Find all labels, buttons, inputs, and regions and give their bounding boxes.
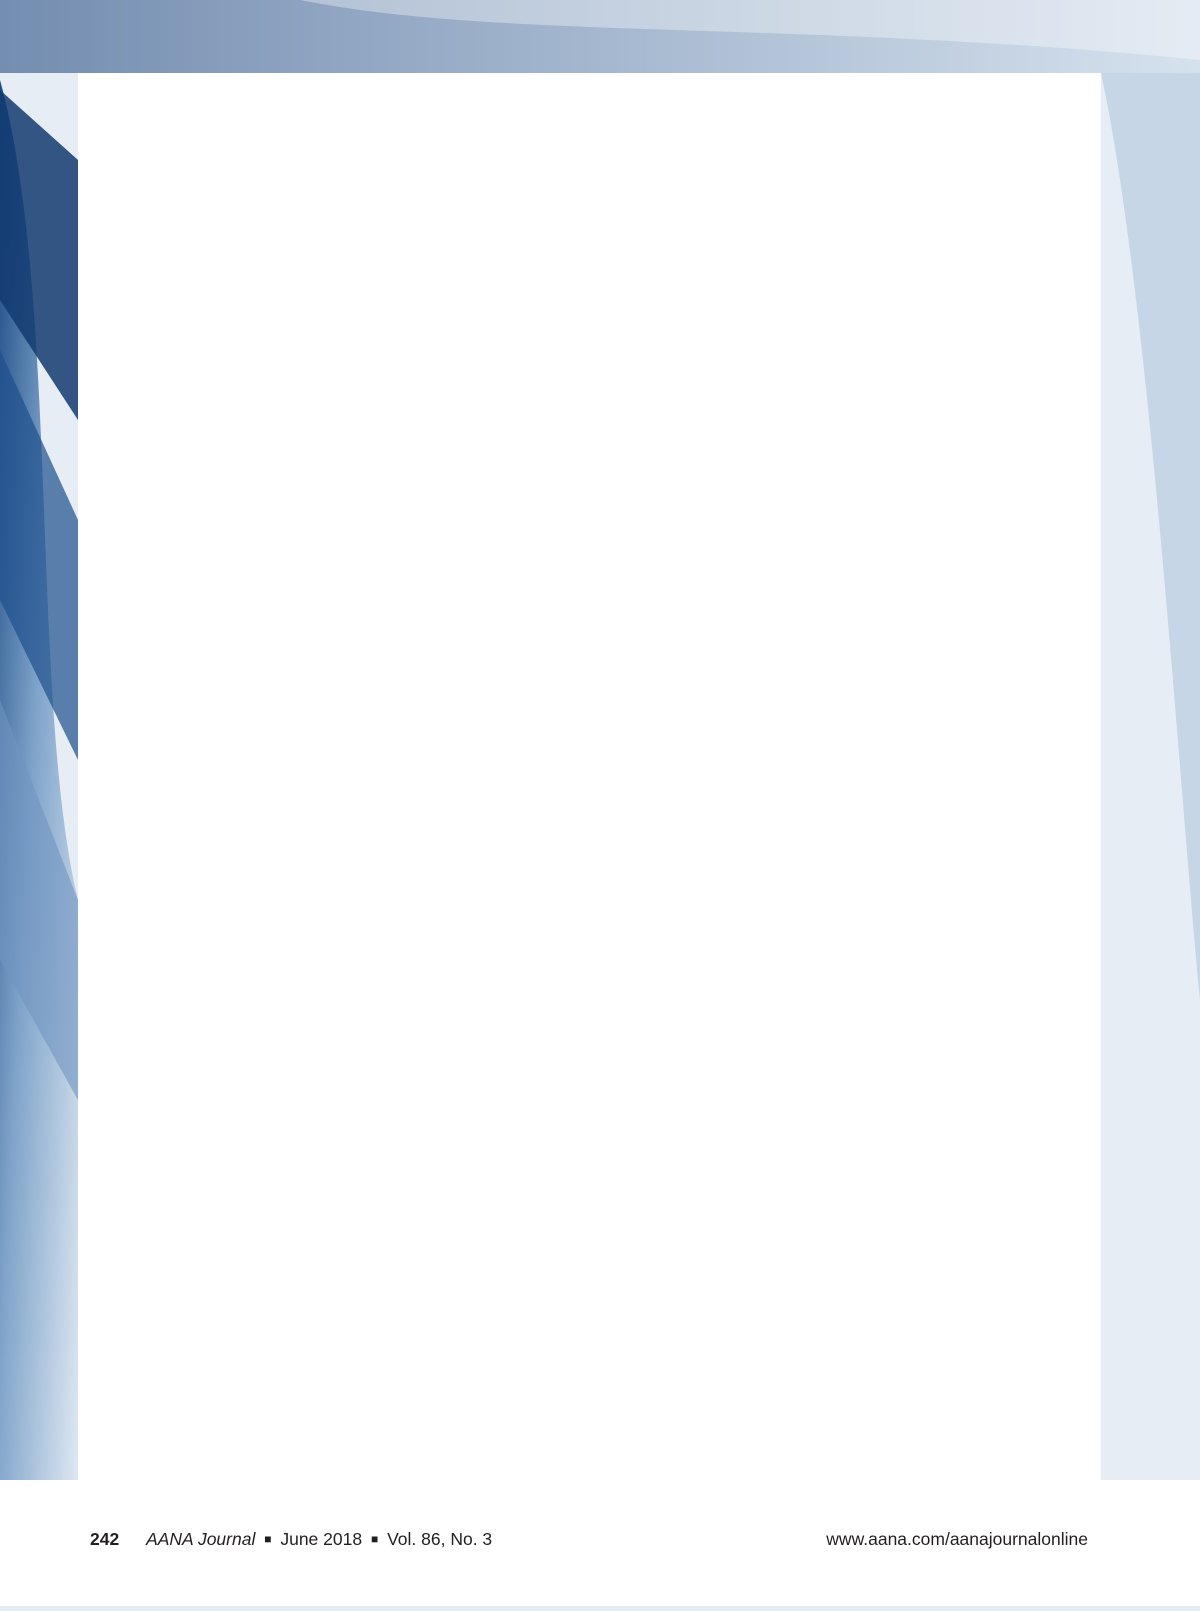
page-number: 242: [90, 1529, 120, 1549]
page-panel: [78, 73, 1101, 1490]
square-bullet-icon: ■: [264, 1532, 272, 1546]
footer-journal-name: AANA Journal: [146, 1529, 256, 1549]
footer-date: June 2018: [280, 1529, 363, 1549]
footer-volume: Vol. 86, No. 3: [387, 1529, 493, 1549]
square-bullet-icon: ■: [370, 1532, 379, 1546]
footer-url: www.aana.com/aanajournalonline: [826, 1529, 1088, 1549]
page-footer-info: [90, 1529, 492, 1550]
